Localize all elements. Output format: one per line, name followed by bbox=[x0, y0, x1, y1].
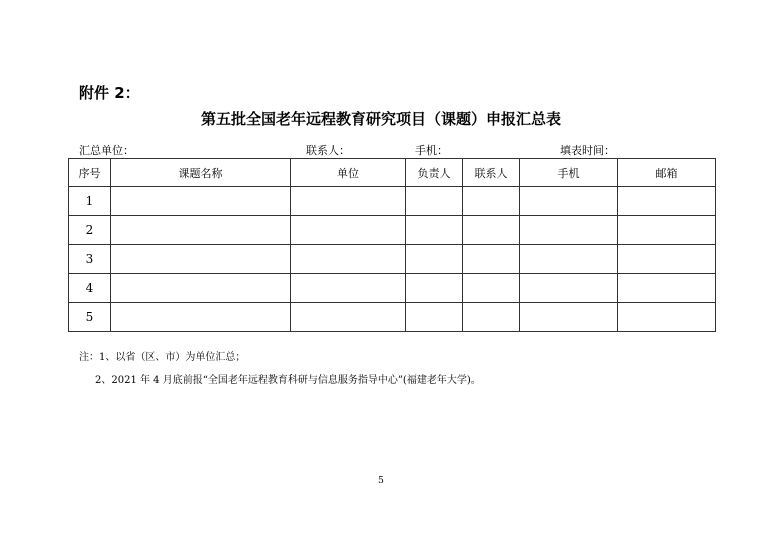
header-contact-person: 联系人 bbox=[463, 159, 520, 187]
table-row bbox=[69, 216, 716, 245]
contact-person-cell[interactable] bbox=[463, 303, 520, 332]
page-number: 5 bbox=[378, 476, 384, 486]
row-number: 3 bbox=[69, 245, 111, 274]
mobile-cell[interactable] bbox=[520, 187, 618, 216]
row-number: 1 bbox=[69, 187, 111, 216]
unit-cell[interactable] bbox=[291, 216, 406, 245]
email-cell[interactable] bbox=[618, 303, 716, 332]
header-serial-number: 序号 bbox=[69, 159, 111, 187]
table-row bbox=[69, 274, 716, 303]
header-mobile: 手机 bbox=[520, 159, 618, 187]
person-in-charge-cell[interactable] bbox=[406, 303, 463, 332]
unit-cell[interactable] bbox=[291, 187, 406, 216]
mobile-cell[interactable] bbox=[520, 216, 618, 245]
header-unit: 单位 bbox=[291, 159, 406, 187]
contact-person-cell[interactable] bbox=[463, 216, 520, 245]
phone-label: 手机： bbox=[415, 144, 448, 157]
project-name-cell[interactable] bbox=[111, 187, 291, 216]
unit-cell[interactable] bbox=[291, 274, 406, 303]
mobile-cell[interactable] bbox=[520, 303, 618, 332]
table-row bbox=[69, 187, 716, 216]
project-name-cell[interactable] bbox=[111, 245, 291, 274]
unit-cell[interactable] bbox=[291, 303, 406, 332]
header-project-name: 课题名称 bbox=[111, 159, 291, 187]
summary-unit-label: 汇总单位： bbox=[79, 144, 134, 157]
row-number: 5 bbox=[69, 303, 111, 332]
project-name-cell[interactable] bbox=[111, 303, 291, 332]
row-number: 4 bbox=[69, 274, 111, 303]
person-in-charge-cell[interactable] bbox=[406, 187, 463, 216]
mobile-cell[interactable] bbox=[520, 245, 618, 274]
note-line-1: 注：1、以省（区、市）为单位汇总； bbox=[79, 352, 246, 363]
contact-person-cell[interactable] bbox=[463, 187, 520, 216]
email-cell[interactable] bbox=[618, 245, 716, 274]
person-in-charge-cell[interactable] bbox=[406, 274, 463, 303]
contact-person-cell[interactable] bbox=[463, 245, 520, 274]
unit-cell[interactable] bbox=[291, 245, 406, 274]
table-header-row bbox=[69, 159, 716, 187]
mobile-cell[interactable] bbox=[520, 274, 618, 303]
contact-person-label: 联系人： bbox=[306, 144, 350, 157]
summary-table bbox=[68, 158, 716, 332]
attachment-label: 附件 2： bbox=[79, 84, 140, 102]
header-email: 邮箱 bbox=[618, 159, 716, 187]
person-in-charge-cell[interactable] bbox=[406, 216, 463, 245]
person-in-charge-cell[interactable] bbox=[406, 245, 463, 274]
note-line-2: 2、2021 年 4 月底前报“全国老年远程教育科研与信息服务指导中心”(福建老年大学)。 bbox=[95, 375, 481, 386]
table-row bbox=[69, 303, 716, 332]
table-row bbox=[69, 245, 716, 274]
fill-date-label: 填表时间： bbox=[560, 144, 615, 157]
row-number: 2 bbox=[69, 216, 111, 245]
email-cell[interactable] bbox=[618, 187, 716, 216]
email-cell[interactable] bbox=[618, 216, 716, 245]
page-title: 第五批全国老年远程教育研究项目（课题）申报汇总表 bbox=[200, 110, 561, 128]
project-name-cell[interactable] bbox=[111, 216, 291, 245]
email-cell[interactable] bbox=[618, 274, 716, 303]
project-name-cell[interactable] bbox=[111, 274, 291, 303]
header-person-in-charge: 负责人 bbox=[406, 159, 463, 187]
contact-person-cell[interactable] bbox=[463, 274, 520, 303]
